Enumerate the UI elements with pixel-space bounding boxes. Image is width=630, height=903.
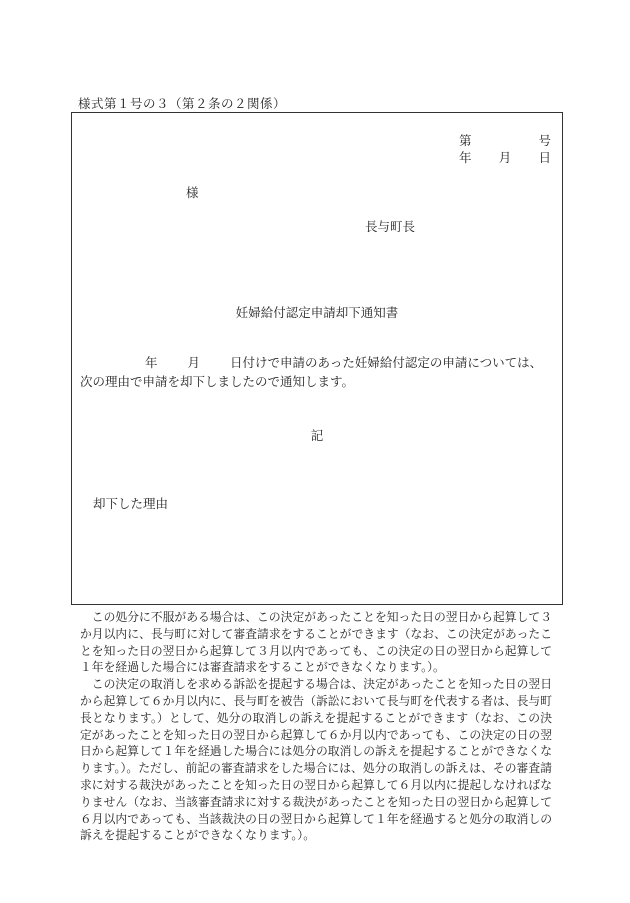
form-label: 様式第１号の３（第２条の２関係） — [78, 96, 287, 111]
body-year: 年 — [145, 355, 158, 370]
document-number — [459, 131, 551, 149]
reason-label: 却下した理由 — [93, 496, 169, 511]
body-line1-rest: 日付けで申請のあった妊婦給付認定の申請については、 — [230, 355, 543, 370]
appeal-paragraph-1: この処分に不服がある場合は、この決定があったことを知った日の翌日から起算して３か月以内に、長与町に対して審査請求をすることができます（なお、この決定があったことを知った日の翌日から起算して３月以内であっても、この決定の日の翌日から起算して１年を経過した場合には審査請求をすることができなくなります。）。 — [80, 610, 552, 675]
number-prefix: 第 — [459, 133, 472, 148]
notice-form-box — [71, 112, 563, 605]
issue-date — [459, 148, 551, 166]
appeal-paragraph-2: この決定の取消しを求める訴訟を提起する場合は、決定があったことを知った日の翌日から起算して６か月以内に、長与町を被告（訴訟において長与町を代表する者は、長与町長となります。）として、処分の取消しの訴えを提起することができます（なお、この決定があったことを知った日の翌日から起算して６か月以内であっても、この決定の日の翌日から起算して１年を経過した場合には処分の取消しの訴えを提起することができなくなります。）。ただし、前記の審査請求をした場合には、処分の取消しの訴えは、その審査請求に対する裁決があったことを知った日の翌日から起算して６月以内に提起しなければなりません（なお、当該審査請求に対する裁決があったことを知った日の翌日から起算して６月以内であっても、当該裁決の日の翌日から起算して１年を経過すると処分の取消しの訴えを提起することができなくなります。）。 — [80, 677, 552, 843]
ki-heading: 記 — [310, 428, 324, 443]
date-month: 月 — [498, 150, 512, 165]
date-day: 日 — [538, 150, 551, 165]
issuer: 長与町長 — [365, 219, 416, 234]
addressee: 様 — [186, 185, 199, 200]
body-month: 月 — [187, 355, 201, 370]
body-line-2: 次の理由で申請を却下しましたので通知します。 — [80, 374, 355, 389]
appeal-notice — [80, 609, 552, 844]
date-year: 年 — [459, 150, 472, 165]
body-text — [80, 353, 558, 391]
document-title: 妊婦給付認定申請却下通知書 — [235, 305, 399, 320]
body-line-1 — [80, 353, 558, 372]
number-suffix: 号 — [538, 133, 551, 148]
